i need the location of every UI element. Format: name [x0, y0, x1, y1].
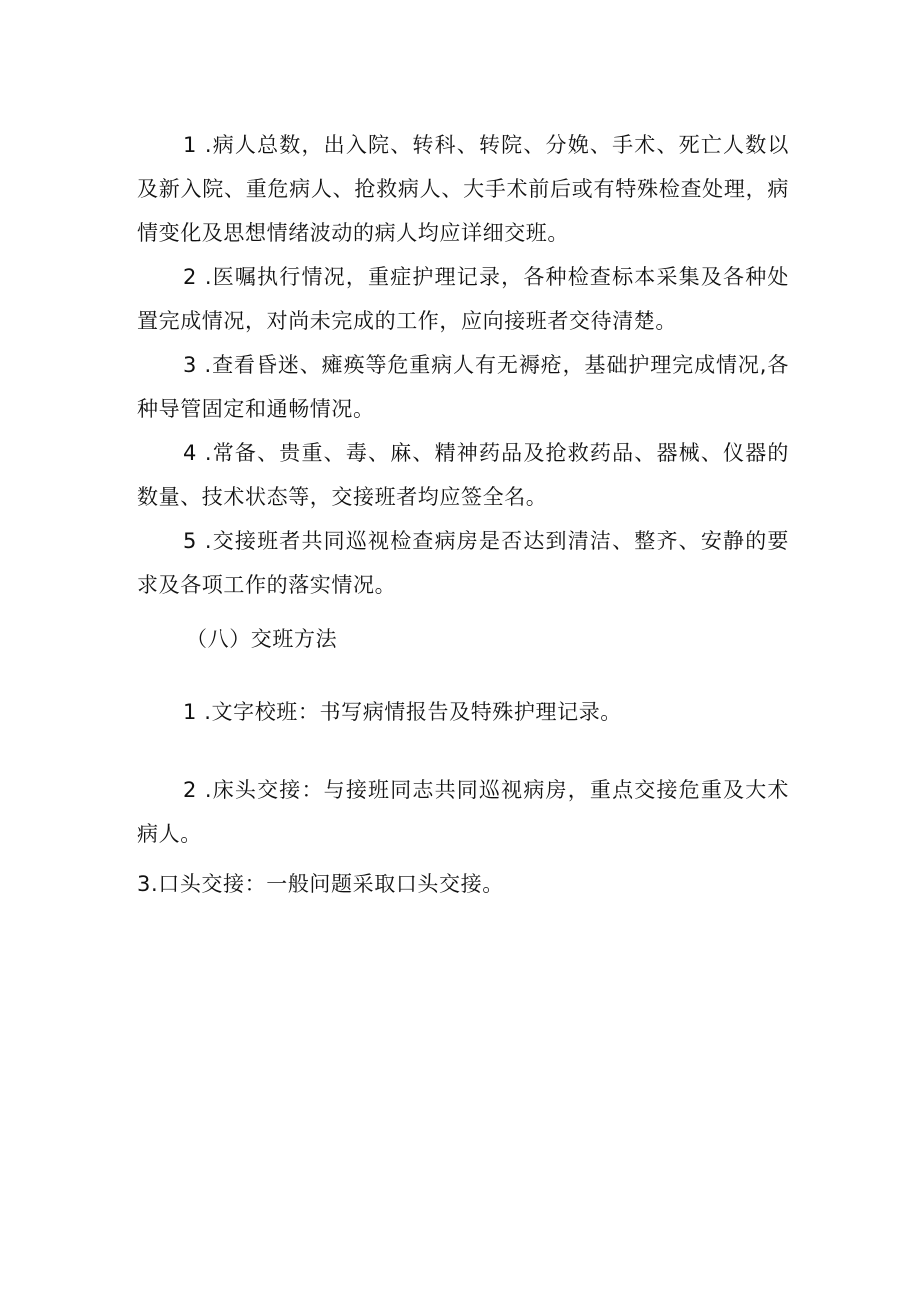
list-item: 3.口头交接：一般问题采取口头交接。 — [137, 872, 504, 896]
method-item — [137, 690, 789, 734]
list-item: 2 .床头交接：与接班同志共同巡视病房，重点交接危重及大术病人。 — [137, 778, 789, 846]
item-list — [137, 123, 789, 607]
list-item: 1 .文字校班：书写病情报告及特殊护理记录。 — [183, 700, 622, 724]
list-item: 1 .病人总数，出入院、转科、转院、分娩、手术、死亡人数以及新入院、重危病人、抢救病人、大手术前后或有特殊检查处理，病情变化及思想情绪波动的病人均应详细交班。 — [137, 133, 789, 245]
list-item: 3 .查看昏迷、瘫痪等危重病人有无褥疮，基础护理完成情况,各种导管固定和通畅情况。 — [137, 353, 789, 421]
section-heading: （八）交班方法 — [186, 627, 338, 651]
list-item: 2 .医嘱执行情况，重症护理记录，各种检查标本采集及各种处置完成情况，对尚未完成的工作，应向接班者交待清楚。 — [137, 265, 789, 333]
list-item: 4 .常备、贵重、毒、麻、精神药品及抢救药品、器械、仪器的数量、技术状态等，交接班者均应签全名。 — [137, 441, 789, 509]
method-item — [137, 768, 789, 856]
method-item — [137, 862, 789, 906]
list-item: 5 .交接班者共同巡视检查病房是否达到清洁、整齐、安静的要求及各项工作的落实情况。 — [137, 529, 789, 597]
